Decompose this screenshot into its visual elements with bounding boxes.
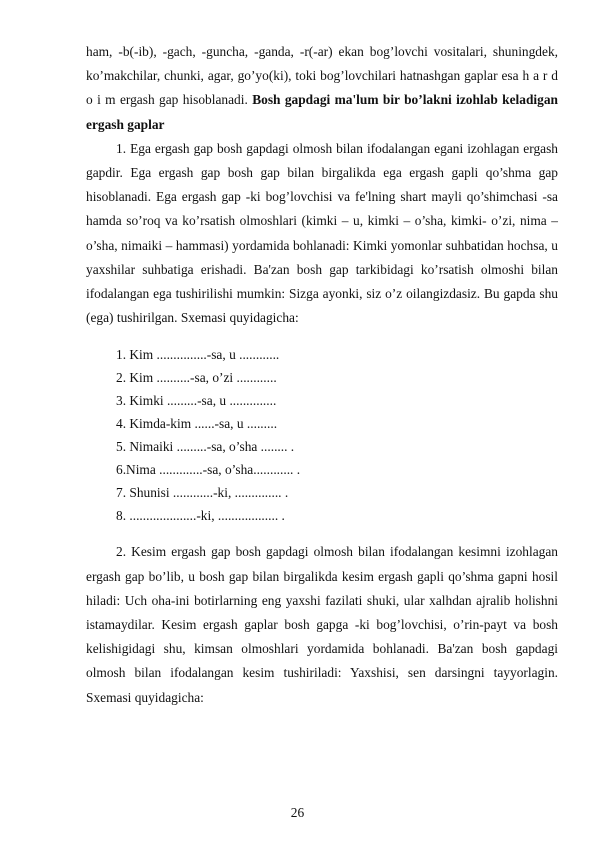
schema-list bbox=[86, 343, 558, 527]
page-number: 26 bbox=[290, 805, 305, 820]
schema-item: 5. Nimaiki .........-sa, o’sha ........ . bbox=[116, 439, 295, 455]
paragraph-intro-text: ham, -b(-ib), -gach, -guncha, -ganda, -r(-ar) ekan bog’lovchi vositalari, shuningdek, ko’makchilar, chunki, agar, go’yo(ki), toki bog’lovchilari hatnashgan gaplar esa h a r d o i m ergash gap hisoblanadi. bbox=[86, 44, 558, 108]
section-heading: Bosh gapdagi ma'lum bir bo’lakni izohlab keladigan ergash gaplar bbox=[86, 92, 558, 132]
schema-item: 4. Kimda-kim ......-sa, u ......... bbox=[116, 416, 278, 432]
paragraph-ega-ergash-gap: 1. Ega ergash gap bosh gapdagi olmosh bilan ifodalangan egani izohlagan ergash gapdir. Ega ergash gap bosh gap bilan birgalikda ega ergash gapli qo’shma gap hisoblanadi. Ega ergash gap -ki bog’lovchisi va fe'lning shart mayli qo’shimchasi -sa hamda so’roq va ko’rsatish olmoshlari (kimki – u, kimki – o’sha, kimki- o’zi, nima – o’sha, nimaiki – hammasi) yordamida bohlanadi: Kimki yomonlar suhbatidan hochsa, u yaxshilar suhbatiga erishadi. Ba'zan bosh gap tarkibidagi ko’rsatish olmoshi bilan ifodalangan ega tushirilishi mumkin: Sizga ayonki, siz o’z oilangizdasiz. Bu gapda shu (ega) tushirilgan. Sxemasi quyidagicha: bbox=[86, 140, 558, 326]
schema-item: 1. Kim ...............-sa, u ............ bbox=[116, 347, 280, 363]
paragraph-intro bbox=[86, 40, 558, 137]
document-page bbox=[86, 40, 558, 710]
paragraph-kesim-ergash-gap: 2. Kesim ergash gap bosh gapdagi olmosh bilan ifodalangan kesimni izohlagan ergash gap bo’lib, u bosh gap bilan birgalikda kesim ergash gapli qo’shma gapni hosil hiladi: Uch oha-ini botirlarning eng yaxshi fazilati shuki, ular xalhdan ajralib holishni istamaydilar. Kesim ergash gaplar bosh gapga -ki bog’lovchisi, o’rin-payt va bosh kelishigidagi shu, kimsan olmoshlari yordamida bohlanadi. Ba'zan bosh gapdagi olmosh bilan ifodalangan kesim tushiriladi: Yaxshisi, sen darsingni tayyorlagin. Sxemasi quyidagicha: bbox=[86, 544, 558, 705]
schema-item: 2. Kim ..........-sa, o’zi ............ bbox=[116, 370, 277, 386]
schema-item: 6.Nima .............-sa, o’sha............ . bbox=[116, 462, 301, 478]
schema-item: 3. Kimki .........-sa, u .............. bbox=[116, 393, 277, 409]
schema-item: 8. ....................-ki, .................. . bbox=[116, 508, 285, 524]
schema-item: 7. Shunisi ............-ki, .............. . bbox=[116, 485, 289, 501]
